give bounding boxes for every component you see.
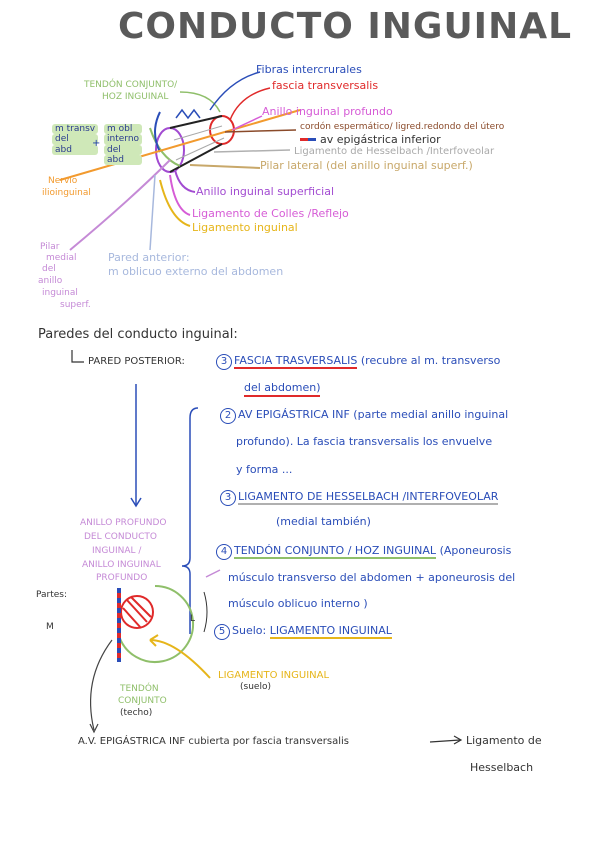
page-title: CONDUCTO INGUINAL	[118, 6, 573, 47]
label-ligamento-colles: Ligamento de Colles /Reflejo	[192, 207, 349, 220]
item-2-line3: y forma ...	[236, 463, 293, 476]
label-fibras: Fibras intercrurales	[256, 63, 362, 76]
label-anillo-prof-5: PROFUNDO	[96, 573, 148, 583]
label-techo: (techo)	[120, 708, 153, 718]
label-nervio-1: Nervio	[48, 176, 78, 186]
label-hesselbach-bottom: Hesselbach	[470, 761, 534, 774]
label-tendon-1: TENDÓN	[120, 684, 159, 694]
label-ligamento-inguinal-top: Ligamento inguinal	[192, 221, 298, 234]
label-hoz-inguinal: HOZ INGUINAL	[102, 92, 169, 102]
label-pilar-medial-2: medial	[46, 253, 77, 263]
label-partes: Partes:	[36, 590, 68, 600]
label-anillo-prof-2: DEL CONDUCTO	[84, 532, 157, 542]
label-anillo-profundo: Anillo inguinal profundo	[262, 105, 393, 118]
label-av-epigastrica: av epigástrica inferior	[320, 133, 441, 146]
label-nervio-2: ilioinguinal	[42, 188, 91, 198]
label-pilar-medial-1: Pilar	[40, 242, 60, 252]
item-fascia-rest: del abdomen)	[244, 382, 320, 397]
label-pared-anterior-1: Pared anterior:	[108, 251, 190, 264]
label-suelo: (suelo)	[240, 682, 271, 692]
label-ligamento-de: Ligamento de	[466, 734, 542, 747]
label-pilar-medial-6: superf.	[60, 300, 91, 310]
label-tendon-conjunto: TENDÓN CONJUNTO/	[84, 80, 178, 90]
label-m-obl: m obl interno del abd	[104, 124, 142, 165]
label-m: M	[46, 622, 54, 632]
label-cordon: cordón espermático/ ligred.redondo del útero	[300, 122, 505, 132]
label-hesselbach: Ligamento de Hesselbach /Interfoveolar	[294, 146, 495, 157]
label-fascia: fascia transversalis	[272, 79, 379, 92]
item-4-line3: músculo oblicuo interno )	[228, 597, 368, 610]
label-l: L	[190, 614, 196, 624]
item-5-line1: 5 Suelo: LIGAMENTO INGUINAL	[214, 624, 392, 640]
label-anillo-prof-3: INGUINAL /	[92, 546, 142, 556]
item-4-line1: 4 TENDÓN CONJUNTO / HOZ INGUINAL (Aponeurosis	[216, 544, 511, 560]
pared-posterior-label: PARED POSTERIOR:	[88, 356, 185, 367]
label-pilar-medial-5: inguinal	[42, 288, 78, 298]
label-plus: +	[92, 138, 101, 149]
item-4-line2: músculo transverso del abdomen + aponeurosis del	[228, 571, 516, 584]
label-tendon-2: CONJUNTO	[118, 696, 167, 706]
bottom-ring-illustration	[90, 570, 220, 732]
label-m-transv: m transv del abd	[52, 124, 98, 155]
label-pared-anterior-2: m oblicuo externo del abdomen	[108, 265, 284, 278]
label-anillo-prof-1: ANILLO PROFUNDO	[80, 518, 167, 528]
label-anillo-superficial: Anillo inguinal superficial	[196, 185, 334, 198]
item-3-line1: 3 LIGAMENTO DE HESSELBACH /INTERFOVEOLAR	[220, 490, 498, 506]
label-ligamento-inguinal-bottom: LIGAMENTO INGUINAL	[218, 670, 330, 681]
label-pilar-medial-4: anillo	[38, 276, 63, 286]
label-av-epigastrica-bottom: A.V. EPIGÁSTRICA INF cubierta por fascia transversalis	[78, 736, 350, 747]
paredes-heading: Paredes del conducto inguinal:	[38, 327, 238, 342]
label-pilar-lateral: Pilar lateral (del anillo inguinal superf.)	[260, 159, 473, 172]
item-3-line2: (medial también)	[276, 515, 371, 528]
item-2-line1: 2 AV EPIGÁSTRICA INF (parte medial anillo inguinal	[220, 408, 508, 424]
label-anillo-prof-4: ANILLO INGUINAL	[82, 560, 161, 570]
item-fascia: 3 FASCIA TRASVERSALIS (recubre al m. transverso	[216, 354, 500, 370]
label-pilar-medial-3: del	[42, 264, 56, 274]
item-2-line2: profundo). La fascia transversalis los envuelve	[236, 435, 493, 448]
